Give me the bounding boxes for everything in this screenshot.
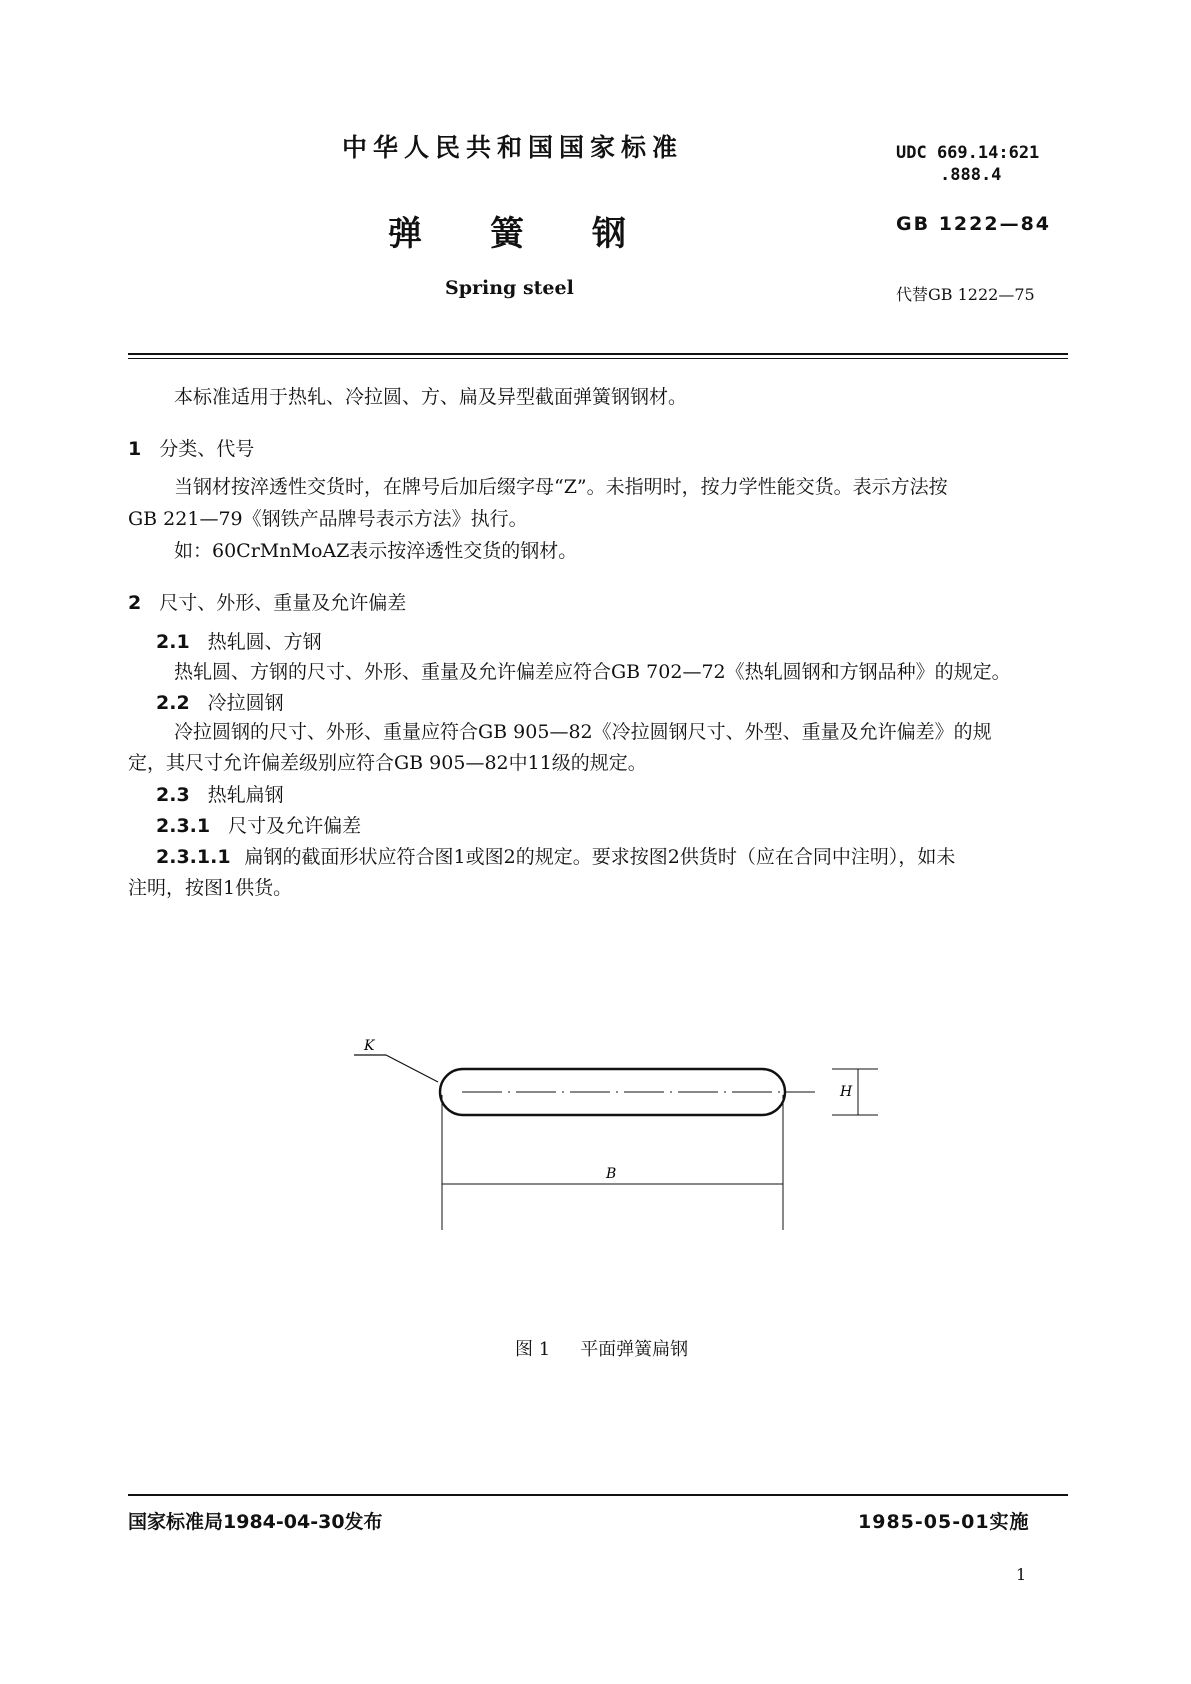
section-title: 热轧圆、方钢: [207, 631, 322, 653]
paragraph: 当钢材按淬透性交货时，在牌号后加后缀字母“Z”。未指明时，按力学性能交货。表示方法按: [174, 476, 948, 498]
paragraph: 冷拉圆钢的尺寸、外形、重量应符合GB 905—82《冷拉圆钢尺寸、外型、重量及允许偏差》的规: [174, 721, 992, 743]
section-number: 2: [128, 592, 142, 614]
standard-country-title: 中华人民共和国国家标准: [342, 133, 684, 162]
section-number: 2.3.1.1: [156, 846, 231, 868]
section-title: 热轧扁钢: [207, 784, 284, 806]
subsection-heading-2-3: [156, 780, 284, 807]
header-rule: [128, 353, 1068, 355]
paragraph: 注明，按图1供货。: [128, 877, 293, 899]
effective-date: 1985-05-01实施: [858, 1511, 1030, 1533]
intro-paragraph: 本标准适用于热轧、冷拉圆、方、扁及异型截面弹簧钢钢材。: [174, 386, 688, 408]
paragraph: GB 221—79《钢铁产品牌号表示方法》执行。: [128, 508, 528, 530]
document-title: [388, 206, 626, 255]
figure-number: 图 1: [515, 1339, 551, 1360]
k-leader-line: [386, 1055, 438, 1082]
title-char: 弹: [388, 214, 422, 254]
label-k: K: [364, 1038, 375, 1054]
issue-date: 国家标准局1984-04-30发布: [128, 1511, 383, 1533]
page-number: 1: [1016, 1565, 1027, 1584]
paragraph: [156, 842, 955, 872]
section-heading-2: [128, 588, 406, 615]
subsection-heading-2-1: [156, 627, 322, 654]
udc-code-line1: UDC 669.14:621: [896, 143, 1040, 163]
section-title: 分类、代号: [159, 438, 255, 460]
label-h: H: [840, 1084, 853, 1100]
subsection-heading-2-3-1: [156, 811, 361, 838]
section-title: 尺寸、外形、重量及允许偏差: [159, 592, 407, 614]
paragraph: 定，其尺寸允许偏差级别应符合GB 905—82中11级的规定。: [128, 752, 647, 774]
section-title: 冷拉圆钢: [207, 692, 284, 714]
subsection-heading-2-2: [156, 688, 284, 715]
replaces-standard: 代替GB 1222—75: [896, 285, 1035, 304]
udc-code-line2: .888.4: [940, 165, 1002, 185]
section-heading-1: [128, 434, 254, 461]
section-title: 尺寸及允许偏差: [228, 815, 362, 837]
section-number: 1: [128, 438, 142, 460]
figure-title: 平面弹簧扁钢: [580, 1339, 689, 1360]
gb-standard-code: GB 1222—84: [896, 213, 1052, 235]
paragraph: 热轧圆、方钢的尺寸、外形、重量及允许偏差应符合GB 702—72《热轧圆钢和方钢品种》的规定。: [174, 661, 1011, 683]
header-rule-thin: [128, 358, 1068, 359]
paragraph: 如：60CrMnMoAZ表示按淬透性交货的钢材。: [174, 540, 578, 562]
section-number: 2.1: [156, 631, 190, 653]
footer-rule: [128, 1494, 1068, 1496]
paragraph-text: 扁钢的截面形状应符合图1或图2的规定。要求按图2供货时（应在合同中注明），如未: [244, 846, 956, 868]
figure-flat-spring-steel: [340, 1030, 900, 1230]
figure-caption: [515, 1335, 688, 1361]
section-number: 2.2: [156, 692, 190, 714]
document-title-english: Spring steel: [445, 277, 574, 299]
title-char: 钢: [592, 214, 626, 254]
label-b: B: [606, 1166, 617, 1182]
title-char: 簧: [490, 214, 524, 254]
section-number: 2.3: [156, 784, 190, 806]
section-number: 2.3.1: [156, 815, 211, 837]
